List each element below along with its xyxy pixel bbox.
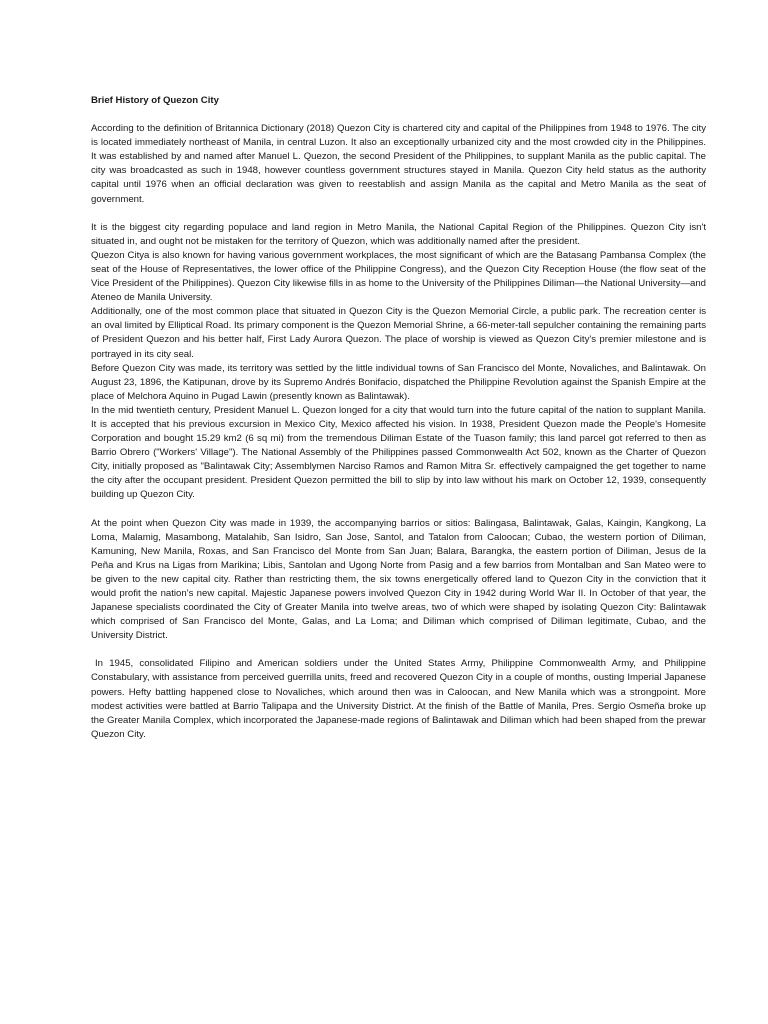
paragraph-barrios-1939: At the point when Quezon City was made in 1939, the accompanying barrios or sitios: Balingasa, Balintawak, Galas, Kaingin, Kangkong, La Loma, Malamig, Masambong, Matalahib, San Isidro, San Jose, Santol, and Tatalon from Caloocan; Cubao, the western portion of Diliman, Kamuning, New Manila, Roxas, and San Francisco del Monte from San Juan; Balara, Barangka, the eastern portion of Diliman, Jesus de la Peña and Krus na Ligas from Marikina; Libis, Santolan and Ugong Norte from Pasig and a few barrios from Montalban and San Mateo were to be given to the new capital city. Rather than restricting them, the six towns energetically offered land to Quezon City in the conviction that it would profit the nation's new capital. Majestic Japanese powers involved Quezon City in 1942 during World War II. In October of that year, the Japanese specialists coordinated the City of Greater Manila into twelve areas, two of which were shaped by isolating Quezon City: Balintawak which comprised of San Francisco del Monte, Galas, and La Loma; and Diliman which comprised of Diliman legitimate, Cubao, and the University District. [91,517,706,642]
document-page [91,94,706,742]
paragraph-1945-liberation: In 1945, consolidated Filipino and American soldiers under the United States Army, Philippine Commonwealth Army, and Philippine Constabulary, with assistance from perceived guerrilla units, freed and recovered Quezon City in a couple of months, ousting Imperial Japanese powers. Hefty battling happened close to Novaliches, which around then was in Caloocan, and New Manila which was a strongpoint. More modest activities were battled at Barrio Talipapa and the University District. At the finish of the Battle of Manila, Pres. Sergio Osmeña broke up the Greater Manila Complex, which incorporated the Japanese-made regions of Balintawak and Diliman which had been shaped from the prewar Quezon City. [91,658,706,740]
paragraph-before-quezon-city: Before Quezon City was made, its territory was settled by the little individual towns of San Francisco del Monte, Novaliches, and Balintawak. On August 23, 1896, the Katipunan, drove by its Supremo Andrés Bonifacio, dispatched the Philippine Revolution against the Spanish Empire at the place of Melchora Aquino in Pugad Lawin (presently known as Balintawak). [91,362,706,402]
paragraph-government-workplaces: Quezon Citya is also known for having various government workplaces, the most significant of which are the Batasang Pambansa Complex (the seat of the House of Representatives, the lower office of the Philippine Congress), and the Quezon City Reception House (the flow seat of the Vice President of the Philippines). Quezon City likewise fills in as home to the University of the Philippines Diliman—the National University—and Ateneo de Manila University. [91,249,706,304]
paragraph-biggest-city: It is the biggest city regarding populace and land region in Metro Manila, the National Capital Region of the Philippines. Quezon City isn't situated in, and ought not be mistaken for the territory of Quezon, which was additionally named after the president. [91,221,706,247]
paragraph-definition: According to the definition of Britannica Dictionary (2018) Quezon City is chartered city and capital of the Philippines from 1948 to 1976. The city is located immediately northeast of Manila, in central Luzon. It also an exceptionally urbanized city and the most crowded city in the Philippines. It was established by and named after Manuel L. Quezon, the second President of the Philippines, to supplant Manila as the public capital. The city was broadcasted as such in 1948, however countless government structures stayed in Manila. Quezon City held status as the authority capital until 1976 when an official declaration was given to reestablish and assign Manila as the capital and Metro Manila as the seat of government. [91,123,706,205]
document-title: Brief History of Quezon City [91,95,219,106]
paragraph-twentieth-century: In the mid twentieth century, President Manuel L. Quezon longed for a city that would turn into the future capital of the nation to supplant Manila. It is accepted that his previous excursion in Mexico City, Mexico affected his vision. In 1938, President Quezon made the People's Homesite Corporation and bought 15.29 km2 (6 sq mi) from the tremendous Diliman Estate of the Tuason family; this land parcel got referred to then as Barrio Obrero ("Workers' Village"). The National Assembly of the Philippines passed Commonwealth Act 502, known as the Charter of Quezon City, initially proposed as "Balintawak City; Assemblymen Narciso Ramos and Ramon Mitra Sr. effectively campaigned the get together to name the city after the occupant president. President Quezon permitted the bill to slip by into law without his mark on October 12, 1939, consequently building up Quezon City. [91,404,706,501]
paragraph-memorial-circle: Additionally, one of the most common place that situated in Quezon City is the Quezon Memorial Circle, a public park. The recreation center is an oval limited by Elliptical Road. Its primary component is the Quezon Memorial Shrine, a 66-meter-tall sepulcher containing the remaining parts of President Quezon and his better half, First Lady Aurora Quezon. The place of worship is viewed as Quezon City's premier milestone and is portrayed in its city seal. [91,306,706,360]
